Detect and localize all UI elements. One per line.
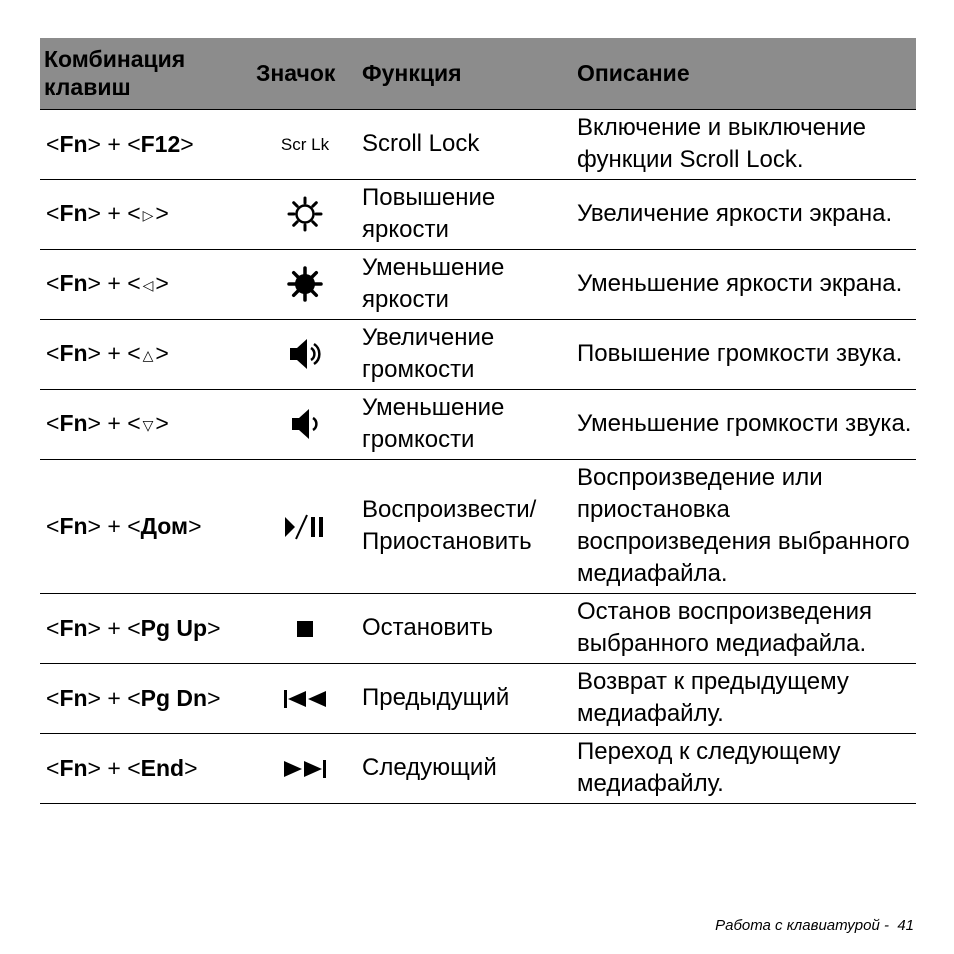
modifier-key: Fn <box>59 410 88 436</box>
function-description: Останов воспроизведения выбранного медиафайла. <box>573 593 916 663</box>
function-name: Остановить <box>358 593 573 663</box>
key-combination: <Fn> + < ▷> <box>40 179 252 249</box>
header-combination: Комбинация клавиш <box>40 38 252 109</box>
next-track-icon <box>282 754 328 781</box>
function-name: Воспроизвести/ Приостановить <box>358 459 573 593</box>
table-row <box>40 459 916 593</box>
header-function: Функция <box>358 38 573 109</box>
header-icon: Значок <box>252 38 358 109</box>
modifier-key: Fn <box>59 200 88 226</box>
header-description: Описание <box>573 38 916 109</box>
key-combination: <Fn> + <End> <box>40 733 252 803</box>
function-key: ▽ <box>142 417 154 433</box>
key-combination: <Fn> + < ◁> <box>40 249 252 319</box>
modifier-key: Fn <box>59 513 88 539</box>
key-combination: <Fn> + < ▽> <box>40 389 252 459</box>
function-description: Переход к следующему медиафайлу. <box>573 733 916 803</box>
table-row <box>40 389 916 459</box>
modifier-key: Fn <box>59 615 88 641</box>
page-footer: Работа с клавиатурой - 41 <box>715 917 914 934</box>
icon-cell <box>252 109 358 179</box>
icon-cell <box>252 593 358 663</box>
table-row <box>40 179 916 249</box>
function-description: Увеличение яркости экрана. <box>573 179 916 249</box>
table-row <box>40 663 916 733</box>
function-name: Уменьшение громкости <box>358 389 573 459</box>
function-key: Дом <box>140 513 189 539</box>
modifier-key: Fn <box>59 755 88 781</box>
table-row <box>40 733 916 803</box>
brightness-up-icon <box>287 199 323 226</box>
function-description: Включение и выключение функции Scroll Lock. <box>573 109 916 179</box>
function-key: ▷ <box>142 207 154 223</box>
modifier-key: Fn <box>59 340 88 366</box>
key-combination: <Fn> + <F12> <box>40 109 252 179</box>
icon-cell <box>252 663 358 733</box>
function-name: Следующий <box>358 733 573 803</box>
key-combination: <Fn> + <Pg Up> <box>40 593 252 663</box>
scroll-lock-icon: Scr Lk <box>280 135 330 154</box>
function-name: Предыдущий <box>358 663 573 733</box>
key-combination: <Fn> + < △> <box>40 319 252 389</box>
function-key: F12 <box>140 131 181 157</box>
modifier-key: Fn <box>59 685 88 711</box>
modifier-key: Fn <box>59 131 88 157</box>
function-description: Уменьшение громкости звука. <box>573 389 916 459</box>
function-name: Scroll Lock <box>358 109 573 179</box>
function-key: ◁ <box>142 277 154 293</box>
icon-cell <box>252 319 358 389</box>
brightness-down-icon <box>287 269 323 296</box>
function-name: Повышение яркости <box>358 179 573 249</box>
icon-cell <box>252 179 358 249</box>
header-row <box>40 38 916 109</box>
function-key: End <box>140 755 185 781</box>
function-description: Воспроизведение или приостановка воспроизведения выбранного медиафайла. <box>573 459 916 593</box>
shortcut-table <box>40 38 916 804</box>
table-row <box>40 249 916 319</box>
function-key: Pg Up <box>140 615 208 641</box>
previous-track-icon <box>282 684 328 711</box>
volume-up-icon <box>287 339 323 366</box>
key-combination: <Fn> + <Pg Dn> <box>40 663 252 733</box>
table-header <box>40 38 916 109</box>
play-pause-icon <box>283 512 327 539</box>
function-description: Повышение громкости звука. <box>573 319 916 389</box>
stop-icon <box>295 614 315 641</box>
icon-cell <box>252 733 358 803</box>
function-description: Уменьшение яркости экрана. <box>573 249 916 319</box>
modifier-key: Fn <box>59 270 88 296</box>
function-name: Увеличение громкости <box>358 319 573 389</box>
key-combination: <Fn> + <Дом> <box>40 459 252 593</box>
volume-down-icon <box>287 409 323 436</box>
icon-cell <box>252 249 358 319</box>
function-name: Уменьшение яркости <box>358 249 573 319</box>
function-key: △ <box>142 347 154 363</box>
table-row <box>40 593 916 663</box>
icon-cell <box>252 459 358 593</box>
table-row <box>40 319 916 389</box>
table-body <box>40 109 916 803</box>
function-key: Pg Dn <box>140 685 208 711</box>
icon-cell <box>252 389 358 459</box>
function-description: Возврат к предыдущему медиафайлу. <box>573 663 916 733</box>
table-row <box>40 109 916 179</box>
